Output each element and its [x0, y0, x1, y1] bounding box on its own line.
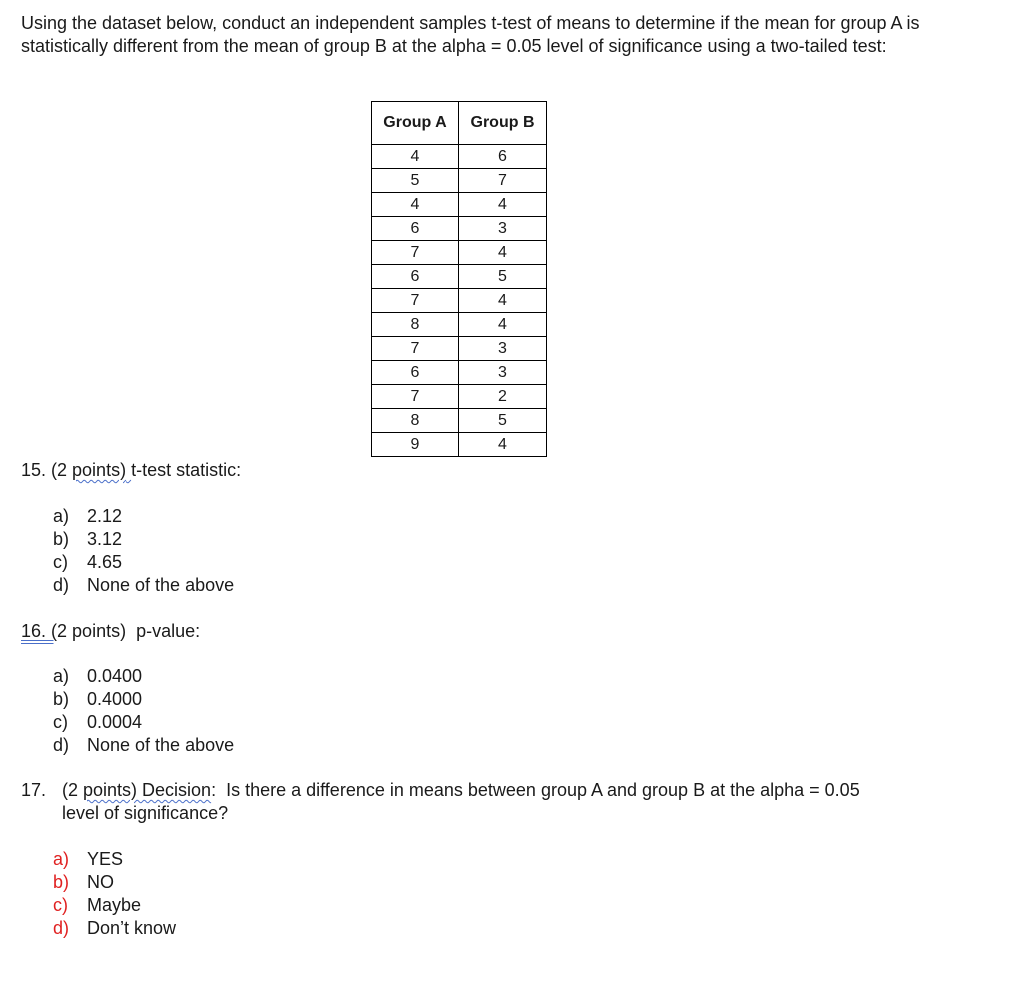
option-letter: d) — [53, 918, 70, 938]
table-row — [372, 169, 547, 193]
table-row — [372, 361, 547, 385]
cell-group-b: 2 — [459, 385, 547, 409]
cell-group-b: 5 — [459, 265, 547, 289]
question-15 — [21, 459, 241, 482]
option-d[interactable] — [53, 917, 176, 940]
cell-group-b: 4 — [459, 193, 547, 217]
option-letter: c) — [53, 895, 68, 915]
cell-group-a: 9 — [372, 433, 459, 457]
option-a[interactable] — [53, 848, 176, 871]
q17-points-decision: points) Decision — [83, 780, 212, 800]
option-text: YES — [87, 849, 124, 869]
q15-prefix: 15. (2 — [21, 460, 73, 480]
option-text: NO — [87, 872, 114, 892]
cell-group-b: 4 — [459, 241, 547, 265]
option-text: None of the above — [87, 735, 235, 755]
cell-group-a: 5 — [372, 169, 459, 193]
q17-pre: (2 — [62, 780, 84, 800]
option-a[interactable] — [53, 665, 234, 688]
option-text: 0.4000 — [87, 689, 143, 709]
cell-group-a: 8 — [372, 409, 459, 433]
table-row — [372, 313, 547, 337]
cell-group-a: 7 — [372, 337, 459, 361]
cell-group-a: 7 — [372, 385, 459, 409]
q15-ttest: t-test — [131, 460, 172, 480]
table-header-row — [372, 102, 547, 145]
cell-group-a: 4 — [372, 145, 459, 169]
option-text: 3.12 — [87, 529, 123, 549]
cell-group-a: 4 — [372, 193, 459, 217]
option-text: 0.0004 — [87, 712, 143, 732]
option-letter: a) — [53, 666, 70, 686]
option-d[interactable] — [53, 734, 234, 757]
cell-group-b: 4 — [459, 289, 547, 313]
cell-group-b: 7 — [459, 169, 547, 193]
q15-suffix: statistic: — [171, 460, 242, 480]
table-row — [372, 265, 547, 289]
option-text: Don’t know — [87, 918, 177, 938]
option-a[interactable] — [53, 505, 234, 528]
option-c[interactable] — [53, 894, 176, 917]
table-row — [372, 145, 547, 169]
option-b[interactable] — [53, 528, 234, 551]
q16-options — [53, 665, 234, 757]
q17-options — [53, 848, 176, 940]
cell-group-a: 7 — [372, 289, 459, 313]
option-letter: b) — [53, 529, 70, 549]
q16-text: 2 points) p-value: — [57, 621, 201, 641]
header-group-a: Group A — [372, 102, 459, 145]
option-letter: c) — [53, 552, 68, 572]
q15-points: points) — [72, 460, 127, 480]
cell-group-a: 7 — [372, 241, 459, 265]
option-letter: b) — [53, 689, 70, 709]
table-row — [372, 409, 547, 433]
option-text: 2.12 — [87, 506, 123, 526]
table-row — [372, 217, 547, 241]
table-row — [372, 289, 547, 313]
question-17 — [21, 779, 1011, 825]
option-b[interactable] — [53, 688, 234, 711]
option-c[interactable] — [53, 551, 234, 574]
q16-number: 16. ( — [21, 621, 58, 641]
table-row — [372, 337, 547, 361]
table-row — [372, 193, 547, 217]
option-letter: d) — [53, 575, 70, 595]
q17-line1 — [21, 779, 1011, 802]
option-c[interactable] — [53, 711, 234, 734]
option-letter: b) — [53, 872, 70, 892]
header-group-b: Group B — [459, 102, 547, 145]
cell-group-a: 8 — [372, 313, 459, 337]
q17-line2: level of significance? — [62, 803, 229, 823]
cell-group-a: 6 — [372, 217, 459, 241]
cell-group-b: 3 — [459, 217, 547, 241]
cell-group-a: 6 — [372, 361, 459, 385]
cell-group-b: 4 — [459, 313, 547, 337]
cell-group-b: 3 — [459, 361, 547, 385]
option-text: None of the above — [87, 575, 235, 595]
option-letter: d) — [53, 735, 70, 755]
option-letter: a) — [53, 849, 70, 869]
cell-group-a: 6 — [372, 265, 459, 289]
cell-group-b: 3 — [459, 337, 547, 361]
cell-group-b: 5 — [459, 409, 547, 433]
q17-text: : Is there a difference in means between group A and group B at the alpha = 0.05 — [211, 780, 860, 800]
table-row — [372, 433, 547, 457]
table-row — [372, 385, 547, 409]
data-table — [371, 101, 547, 457]
option-text: Maybe — [87, 895, 142, 915]
option-d[interactable] — [53, 574, 234, 597]
q15-options — [53, 505, 234, 597]
question-16 — [21, 620, 200, 643]
cell-group-b: 6 — [459, 145, 547, 169]
option-text: 0.0400 — [87, 666, 143, 686]
option-letter: c) — [53, 712, 68, 732]
option-letter: a) — [53, 506, 70, 526]
q17-number: 17. — [21, 780, 47, 800]
intro-paragraph: Using the dataset below, conduct an independent samples t-test of means to determine if the mean for group A is statistically different from the mean of group B at the alpha = 0.05 level of significance using a two-tailed test: — [21, 13, 920, 56]
option-b[interactable] — [53, 871, 176, 894]
cell-group-b: 4 — [459, 433, 547, 457]
table-row — [372, 241, 547, 265]
option-text: 4.65 — [87, 552, 123, 572]
